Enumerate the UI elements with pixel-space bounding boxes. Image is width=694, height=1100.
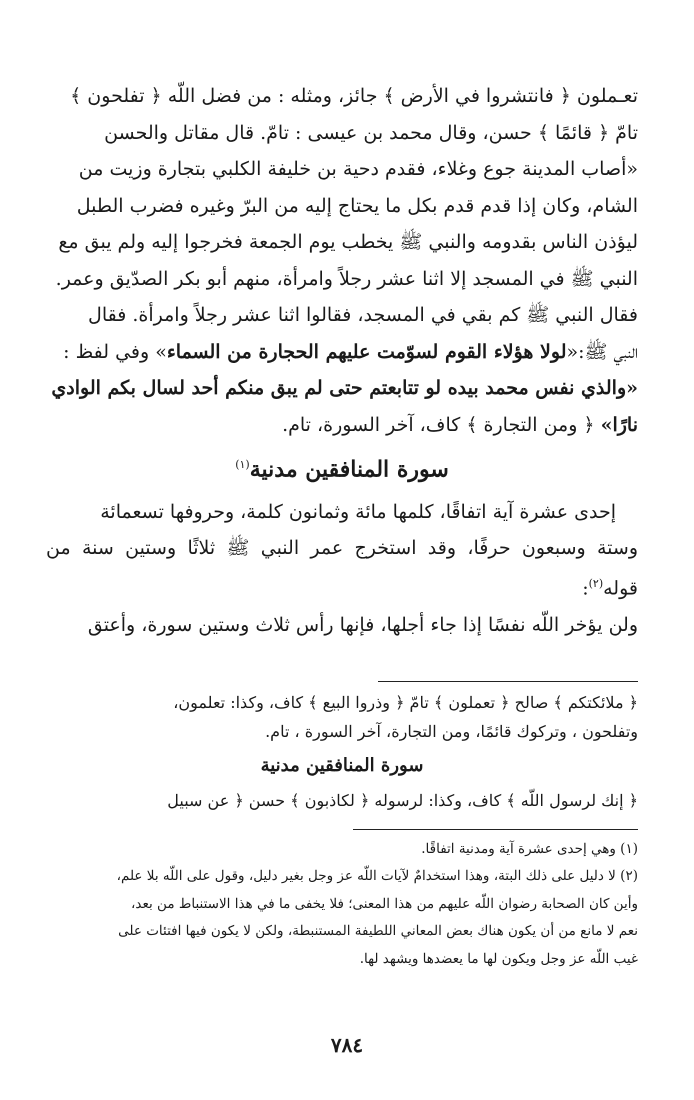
commentary-line: وتفلحون ، وتركوك قائمًا، ومن التجارة، آخر السورة ، تام.	[265, 721, 638, 741]
commentary-heading: سورة المنافقين مدنية	[260, 754, 424, 776]
footnote-line: (٢) لا دليل على ذلك البتة، وهذا استخدامٌ لآيات اللّه عز وجل بغير دليل، وقول على اللّه بلا علم،	[116, 868, 638, 885]
main-line: النبي ﷺ في المسجد إلا اثنا عشر رجلاً وامرأة، منهم أبو بكر الصدّيق وعمر.	[55, 267, 638, 290]
commentary-line: ﴿ ملائكتكم ﴾ صالح ﴿ تعملون ﴾ تامّ ﴿ وذروا البيع ﴾ كاف، وكذا: تعلمون،	[173, 692, 638, 712]
main-line: الشام، وكان إذا قدم قدم بكل ما يحتاج إليه من البرّ وغيره فضرب الطبل	[76, 194, 638, 217]
main-line: ولن يؤخر اللّه نفسًا إذا جاء أجلها، فإنها رأس ثلاث وستين سورة، وأعتق	[87, 613, 638, 636]
hadith-prefix: النبي ﷺ:«	[566, 340, 638, 363]
main-line	[46, 530, 638, 606]
footnote-line: نعم لا مانع من أن يكون هناك بعض المعاني اللطيفة المستنبطة، ولكن لا يكون فيها افتئات على	[118, 923, 638, 940]
main-text	[46, 78, 638, 643]
commentary-section	[46, 688, 638, 815]
main-line: «أصاب المدينة جوع وغلاء، فقدم دحية بن خليفة الكلبي بتجارة وزيت من	[78, 158, 638, 180]
surah-heading	[46, 450, 638, 484]
hadith-suffix: » وفي لفظ :	[63, 340, 167, 363]
main-line: تامّ ﴿ قائمًا ﴾ حسن، وقال محمد بن عيسى : تامّ. قال مقاتل والحسن	[104, 121, 638, 144]
main-line-hadith-1	[46, 334, 638, 371]
footnote-ref-2: (٢)	[588, 577, 604, 591]
hadith-end: نارًا»	[600, 413, 638, 436]
page-number: ٧٨٤	[330, 1033, 364, 1057]
main-line: إحدى عشرة آية اتفاقًا، كلمها مائة وثمانون كلمة، وحروفها تسعمائة	[100, 501, 616, 524]
main-line-hadith-3	[46, 407, 638, 444]
footnote-ref-1: (١)	[235, 458, 250, 471]
hadith-text: لولا هؤلاء القوم لسوّمت عليهم الحجارة من السماء	[166, 340, 567, 363]
surah-heading-text: سورة المنافقين مدنية	[249, 456, 449, 483]
footnote-line: وأين كان الصحابة رضوان اللّه عليهم من هذا المعنى؛ فلا يخفى ما في هذا الاستنباط من بعد،	[131, 895, 638, 912]
main-line: ليؤذن الناس بقدومه والنبي ﷺ يخطب يوم الجمعة فخرجوا إليه ولم يبق مع	[58, 231, 638, 253]
main-line: تعـملون ﴿ فانتشروا في الأرض ﴾ جائز، ومثله : من فضل اللّه ﴿ تفلحون ﴾	[70, 85, 638, 107]
footnote-divider	[353, 829, 638, 830]
commentary-divider	[378, 681, 638, 682]
commentary-line: ﴿ إنك لرسول اللّه ﴾ كاف، وكذا: لرسوله ﴿ لكاذبون ﴾ حسن ﴿ عن سبيل	[167, 790, 638, 810]
footnotes-section	[46, 836, 638, 974]
footnote-line: (١) وهي إحدى عشرة آية ومدنية اتفاقًا.	[421, 840, 638, 857]
verse-note: ﴿ ومن التجارة ﴾ كاف، آخر السورة، تام.	[282, 413, 601, 436]
main-line-colon: :	[582, 577, 589, 600]
main-line: فقال النبي ﷺ كم بقي في المسجد، فقالوا اثنا عشر رجلاً وامرأة. فقال	[88, 304, 638, 326]
main-line-text: وستة وسبعون حرفًا، وقد استخرج عمر النبي ﷺ ثلاثًا وستين سنة من قوله	[46, 537, 638, 600]
footnote-line: غيب اللّه عز وجل ويكون لها ما يعضدها ويشهد لها.	[359, 950, 638, 967]
main-line-hadith-2: «والذي نفس محمد بيده لو تتابعتم حتى لم يبق منكم أحد لسال بكم الوادي	[51, 377, 638, 399]
